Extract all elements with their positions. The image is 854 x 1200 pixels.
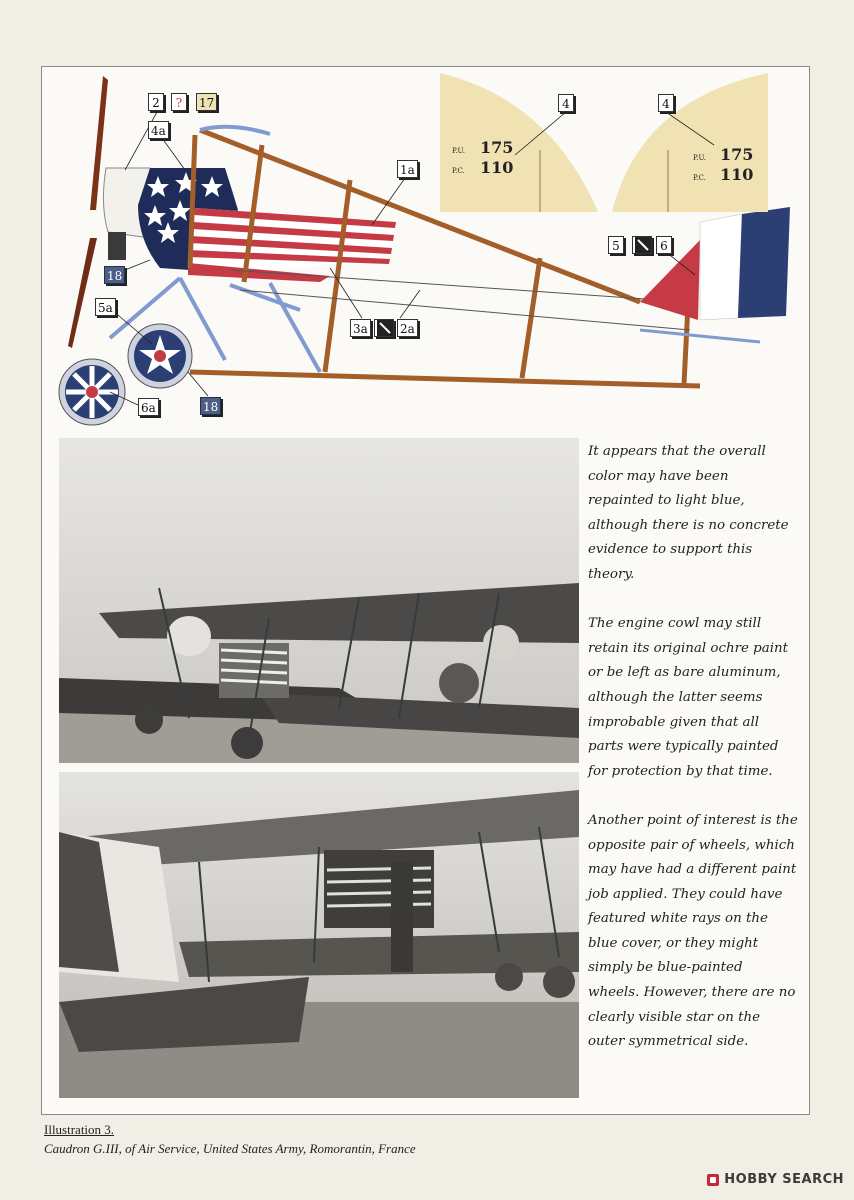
callout-17: 17: [196, 93, 217, 111]
callout-1a: 1a: [397, 160, 418, 178]
spare-wheel: [59, 359, 125, 425]
callout-6a: 6a: [138, 398, 159, 416]
callout-question-warning: ?: [171, 93, 187, 111]
nacelle-stripes: [188, 208, 396, 282]
callout-divider-slash: [374, 319, 394, 337]
callout-6: 6: [656, 236, 672, 254]
stencil-pu-label: P.U.: [452, 147, 465, 155]
hobby-search-brand-text: HOBBY SEARCH: [724, 1172, 844, 1187]
hobby-search-logo-icon: [707, 1174, 719, 1186]
stencil-pu-label: P.U.: [693, 154, 706, 162]
callout-2: 2: [148, 93, 164, 111]
tail-rudder: [640, 207, 790, 342]
callout-4a: 4a: [148, 121, 169, 139]
callout-4-right-wing: 4: [658, 94, 674, 112]
stencil-pu-value: 175: [480, 138, 514, 157]
upper-wing-stencil-right: [612, 73, 768, 212]
callout-divider-slash: [632, 236, 652, 254]
stencil-pc-label: P.C.: [452, 167, 465, 175]
commentary-paragraph-1: It appears that the overall color may have been repainted to light blue, although there is no concrete evidence to support this theory.: [588, 444, 789, 582]
stencil-pc-label: P.C.: [693, 174, 706, 182]
callout-5: 5: [608, 236, 624, 254]
historical-photo-bottom: [59, 772, 579, 1098]
commentary-text: [588, 440, 798, 1079]
hobby-search-watermark: [707, 1172, 844, 1187]
stencil-pu-value: 175: [720, 145, 754, 164]
lower-longeron: [190, 372, 700, 386]
callout-3a: 3a: [350, 319, 371, 337]
callout-4-left-wing: 4: [558, 94, 574, 112]
callout-5a: 5a: [95, 298, 116, 316]
upper-wing-stencil-left: [440, 73, 598, 212]
main-wheel: [128, 324, 192, 388]
callout-2a: 2a: [397, 319, 418, 337]
historical-photo-top: [59, 438, 579, 763]
callout-18-wheel: 18: [200, 397, 221, 415]
stencil-pc-value: 110: [480, 158, 514, 177]
aircraft-profile-illustration: [0, 0, 854, 430]
illustration-caption-title: Illustration 3.: [44, 1122, 115, 1137]
commentary-paragraph-3: Another point of interest is the opposite pair of wheels, which may have had a different paint job applied. They could have featured white rays on the blue cover, or they might simply be blue-painted wheels. However, there are no clearly visible star on the outer symmetrical side.: [588, 812, 798, 1050]
callout-18-nose: 18: [104, 266, 125, 284]
stencil-pc-value: 110: [720, 165, 754, 184]
commentary-paragraph-2: The engine cowl may still retain its original ochre paint or be left as bare aluminum, although the latter seems improbable given that all parts were typically painted for protection by that time.: [588, 616, 789, 779]
illustration-caption-subtitle: Caudron G.III, of Air Service, United States Army, Romorantin, France: [44, 1141, 416, 1156]
